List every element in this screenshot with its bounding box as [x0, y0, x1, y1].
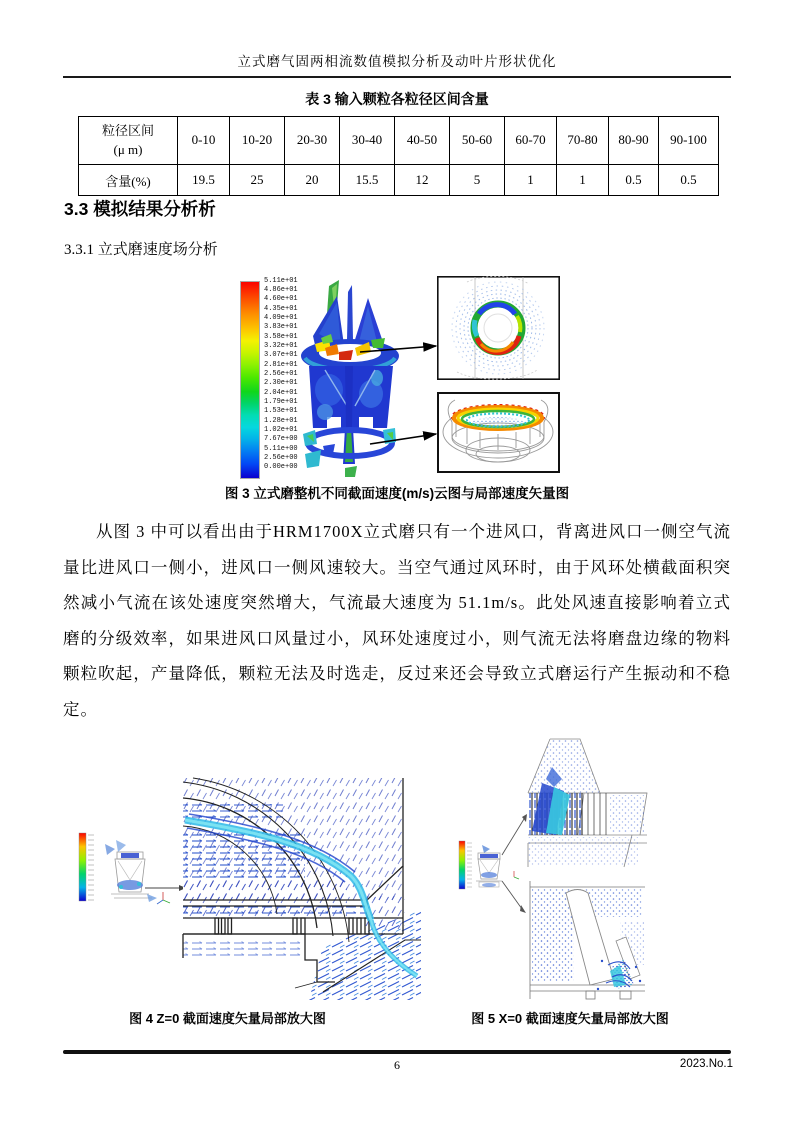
table-cell: 5 [450, 165, 505, 196]
figure5-zoom-arrow-top [502, 819, 524, 855]
figure3-caption: 图 3 立式磨整机不同截面速度(m/s)云图与局部速度矢量图 [224, 486, 570, 501]
table-cell: 50-60 [450, 117, 505, 165]
colorbar-label: 2.56e+01 [264, 369, 298, 378]
table-row-header: 含量(%) [79, 165, 178, 196]
table-cell: 0.5 [659, 165, 719, 196]
figure4-mill-overview [105, 840, 157, 902]
figure5-mini-colorbar-labels [467, 843, 472, 887]
figure4-caption: 图 4 Z=0 截面速度矢量局部放大图 [129, 1011, 326, 1026]
section-heading-3-3: 3.3 模拟结果分析析 [64, 199, 216, 219]
table-cell: 90-100 [659, 117, 719, 165]
table-cell: 60-70 [505, 117, 557, 165]
figure3-callout-arrows [350, 330, 445, 455]
table-cell: 0.5 [609, 165, 659, 196]
figure5-caption: 图 5 X=0 截面速度矢量局部放大图 [471, 1011, 669, 1026]
figure3-colorbar [240, 281, 260, 479]
table-row [79, 165, 719, 196]
figure4-vector-plot [183, 778, 421, 1000]
colorbar-label: 0.00e+00 [264, 463, 298, 472]
table-cell: 25 [230, 165, 285, 196]
table-cell: 20-30 [285, 117, 340, 165]
table-cell: 40-50 [395, 117, 450, 165]
colorbar-label: 4.09e+01 [264, 313, 298, 322]
table-row-header [79, 117, 178, 165]
table-row [79, 117, 719, 165]
colorbar-label: 7.67e+00 [264, 435, 298, 444]
row-header-line1: 粒径区间 [101, 122, 154, 138]
figure5-image [440, 735, 740, 1005]
figure4-mini-colorbar [79, 833, 86, 901]
table-cell: 10-20 [230, 117, 285, 165]
colorbar-label: 5.11e+00 [264, 444, 298, 453]
colorbar-label: 2.30e+01 [264, 379, 298, 388]
colorbar-label: 2.56e+00 [264, 454, 298, 463]
colorbar-label: 4.60e+01 [264, 295, 298, 304]
figure5-axis-triad-icon [514, 871, 519, 879]
header-rule [63, 76, 731, 78]
arrow-to-top-inset [360, 346, 436, 352]
colorbar-label: 4.35e+01 [264, 304, 298, 313]
colorbar-label: 5.11e+01 [264, 276, 298, 285]
figure3-inset-ring-vectors [437, 276, 560, 380]
figure4-mini-colorbar-labels [88, 835, 94, 900]
table-cell: 70-80 [557, 117, 609, 165]
colorbar-label: 3.32e+01 [264, 341, 298, 350]
table-cell: 1 [505, 165, 557, 196]
colorbar-label: 1.02e+01 [264, 426, 298, 434]
table-cell: 15.5 [340, 165, 395, 196]
footer-issue-label: 2023.No.1 [679, 1058, 733, 1070]
table-cell: 1 [557, 165, 609, 196]
colorbar-label: 1.28e+01 [264, 416, 298, 425]
table3-caption: 表 3 输入颗粒各粒径区间含量 [305, 91, 489, 107]
figure5-zoom-arrow-bottom [502, 881, 522, 909]
figure5-mill-overview [476, 845, 502, 887]
colorbar-label: 1.79e+01 [264, 397, 298, 406]
table-cell: 12 [395, 165, 450, 196]
colorbar-label: 2.04e+01 [264, 388, 298, 397]
colorbar-label: 1.53e+01 [264, 407, 298, 416]
figure4-image [65, 748, 425, 1003]
row-header-line2: (μ m) [113, 141, 143, 157]
footer-page-number: 6 [394, 1058, 400, 1072]
colorbar-label: 3.58e+01 [264, 332, 298, 341]
table-cell: 19.5 [178, 165, 230, 196]
body-paragraph: 从图 3 中可以看出由于HRM1700X立式磨只有一个进风口，背离进风口一侧空气流量比进风口一侧小，进风口一侧风速较大。当空气通过风环时，由于风环处横截面积突然减小气流在该处速度突然增大，气流最大速度为 51.1m/s。此处风速直接影响着立式磨的分级效率，如果进风口风量过小，风环处速度过小，则气流无法将磨盘边缘的物料颗粒吹起，产量降低，颗粒无法及时选走，反过来还会导致立式磨运行产生振动和不稳定。 [63, 522, 732, 719]
section-heading-3-3-1: 3.3.1 立式磨速度场分析 [64, 242, 218, 258]
figure4-axis-triad-icon [157, 892, 170, 904]
page-header-title: 立式磨气固两相流数值模拟分析及动叶片形状优化 [237, 54, 557, 69]
colorbar-label: 4.86e+01 [264, 285, 298, 294]
table-cell: 20 [285, 165, 340, 196]
table-cell: 30-40 [340, 117, 395, 165]
colorbar-label: 2.81e+01 [264, 360, 298, 369]
colorbar-label: 3.83e+01 [264, 323, 298, 332]
table-cell: 80-90 [609, 117, 659, 165]
colorbar-label: 3.07e+01 [264, 351, 298, 360]
figure5-mini-colorbar [459, 841, 465, 889]
arrow-to-bottom-inset [370, 434, 436, 444]
table3 [78, 116, 719, 196]
figure3-inset-classifier-cage [437, 392, 560, 473]
table-cell: 0-10 [178, 117, 230, 165]
figure5-vector-plot-top [528, 739, 647, 867]
figure5-vector-plot-bottom [530, 881, 645, 999]
footer-rule [63, 1050, 731, 1054]
